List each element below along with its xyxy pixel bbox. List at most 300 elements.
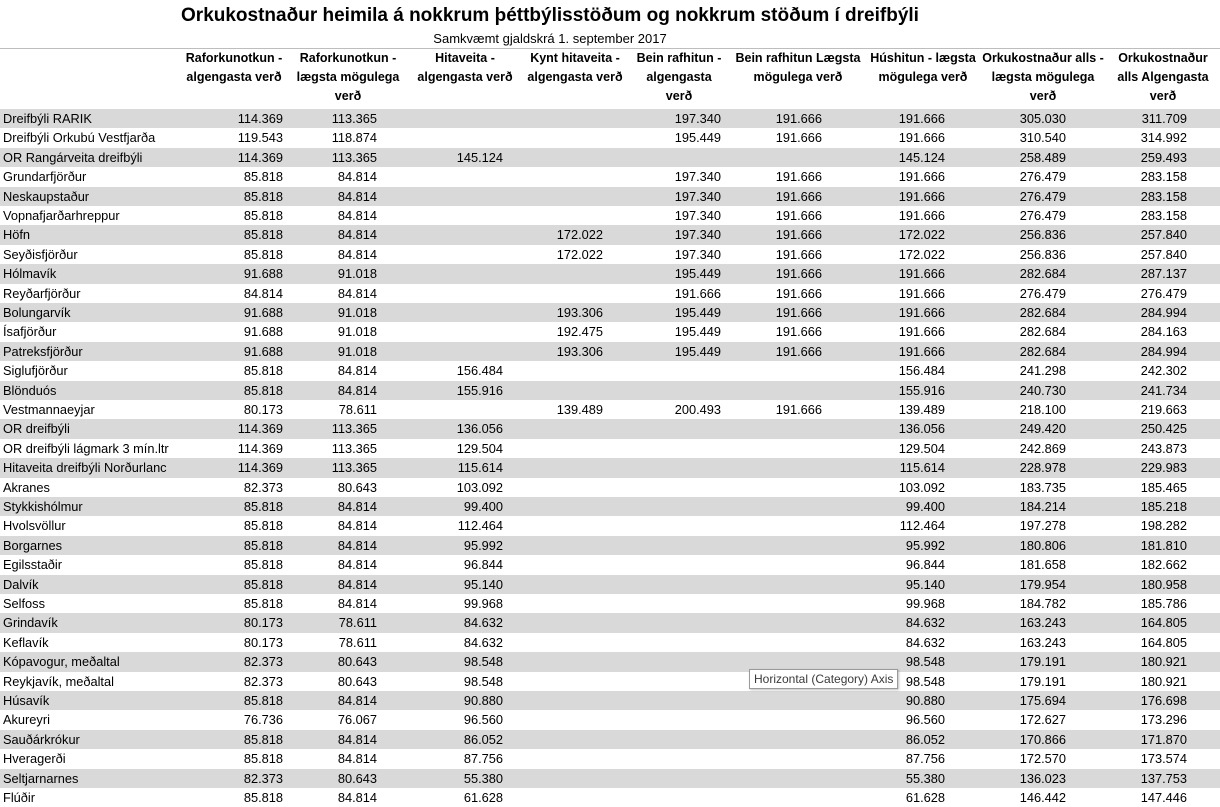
- table-cell: 176.698: [1140, 693, 1187, 708]
- table-cell: 311.709: [1141, 111, 1187, 126]
- table-cell: [403, 245, 503, 264]
- table-cell: 156.484: [456, 363, 503, 379]
- row-label: Grundarfjörður: [3, 169, 87, 185]
- table-row: [0, 109, 1220, 128]
- table-cell: 85.818: [243, 596, 283, 611]
- table-cell: 139.489: [556, 402, 603, 417]
- table-row: [0, 439, 1220, 458]
- column-header: Raforkunotkun - algengasta verð: [185, 51, 283, 84]
- table-cell: [621, 613, 721, 632]
- table-cell: 243.873: [1140, 440, 1187, 456]
- table-cell: [621, 749, 721, 768]
- table-cell: 84.814: [337, 285, 377, 301]
- row-label: OR Rangárveita dreifbýli: [3, 149, 143, 165]
- table-cell: [503, 555, 603, 574]
- table-cell: 198.282: [1140, 518, 1187, 534]
- table-cell: [503, 419, 603, 438]
- table-cell: 179.954: [1019, 576, 1066, 592]
- row-label: Flúðir: [3, 790, 35, 805]
- table-cell: 55.380: [463, 770, 503, 786]
- table-cell: 113.365: [331, 111, 377, 126]
- table-cell: [403, 109, 503, 128]
- table-row: [0, 128, 1220, 147]
- table-row: [0, 555, 1220, 574]
- table-cell: 85.818: [243, 557, 283, 573]
- table-cell: 85.818: [243, 208, 283, 223]
- table-cell: [503, 264, 603, 283]
- column-header: Orkukostnaður alls Algengasta verð: [1117, 51, 1209, 103]
- column-header: Orkukostnaður alls - lægsta mögulega verð: [982, 51, 1104, 103]
- row-label: Borgarnes: [3, 537, 63, 553]
- table-cell: 276.479: [1019, 285, 1066, 301]
- table-row: [0, 633, 1220, 652]
- table-cell: [503, 536, 603, 555]
- table-cell: 191.666: [775, 324, 822, 340]
- table-cell: 173.574: [1140, 751, 1187, 767]
- table-cell: 282.684: [1019, 305, 1066, 320]
- table-cell: [503, 381, 603, 400]
- table-cell: [621, 769, 721, 788]
- table-cell: 98.548: [905, 673, 945, 689]
- table-cell: 155.916: [456, 382, 503, 398]
- table-cell: 283.158: [1140, 208, 1187, 223]
- table-cell: 229.983: [1140, 460, 1187, 476]
- table-cell: 114.369: [237, 440, 283, 456]
- table-cell: 180.806: [1019, 537, 1066, 553]
- table-cell: 90.880: [463, 693, 503, 708]
- row-label: OR dreifbýli lágmark 3 mín.ltr: [3, 440, 169, 456]
- table-cell: [621, 672, 721, 691]
- table-cell: 85.818: [243, 169, 283, 185]
- table-cell: 172.022: [556, 246, 603, 262]
- table-cell: 85.818: [243, 790, 283, 805]
- table-cell: 80.643: [337, 770, 377, 786]
- table-cell: 84.814: [337, 518, 377, 534]
- table-cell: 84.814: [337, 227, 377, 243]
- table-cell: [403, 264, 503, 283]
- table-cell: [621, 497, 721, 516]
- table-cell: 84.814: [337, 576, 377, 592]
- table-cell: 184.214: [1019, 499, 1066, 514]
- table-cell: 180.921: [1140, 673, 1187, 689]
- table-cell: 200.493: [674, 402, 721, 417]
- table-cell: 249.420: [1019, 421, 1066, 437]
- table-cell: 136.056: [456, 421, 503, 437]
- table-cell: 180.921: [1140, 654, 1187, 670]
- table-cell: 172.022: [556, 227, 603, 243]
- row-label: Höfn: [3, 227, 31, 243]
- table-cell: [403, 128, 503, 147]
- table-cell: 191.666: [775, 343, 822, 359]
- table-cell: 191.666: [898, 285, 945, 301]
- table-cell: [722, 769, 822, 788]
- table-cell: [503, 769, 603, 788]
- table-cell: 180.958: [1140, 576, 1187, 592]
- table-cell: [503, 148, 603, 167]
- table-cell: 87.756: [905, 751, 945, 767]
- table-cell: 96.844: [463, 557, 503, 573]
- table-row: [0, 769, 1220, 788]
- table-cell: 147.446: [1140, 790, 1187, 805]
- table-row: [0, 652, 1220, 671]
- table-cell: 61.628: [463, 790, 503, 805]
- table-row: [0, 206, 1220, 225]
- table-cell: 197.340: [674, 188, 721, 204]
- row-label: Blönduós: [3, 382, 57, 398]
- table-cell: 179.191: [1019, 673, 1066, 689]
- table-row: [0, 478, 1220, 497]
- table-cell: 95.992: [905, 537, 945, 553]
- table-cell: [403, 322, 503, 341]
- row-label: Seyðisfjörður: [3, 246, 78, 262]
- table-cell: 305.030: [1019, 111, 1066, 126]
- table-cell: 172.022: [898, 227, 945, 243]
- table-cell: 185.218: [1140, 499, 1187, 514]
- table-cell: [503, 730, 603, 749]
- table-row: [0, 458, 1220, 477]
- table-cell: 113.365: [331, 440, 377, 456]
- table-cell: [503, 710, 603, 729]
- row-label: Neskaupstaður: [3, 188, 90, 204]
- table-cell: [722, 788, 822, 807]
- table-row: [0, 730, 1220, 749]
- table-cell: [503, 128, 603, 147]
- table-cell: 84.632: [905, 634, 945, 650]
- table-cell: [403, 342, 503, 361]
- table-cell: 191.666: [898, 324, 945, 340]
- table-cell: [722, 749, 822, 768]
- table-cell: 85.818: [243, 731, 283, 747]
- table-row: [0, 167, 1220, 186]
- table-cell: 99.968: [463, 596, 503, 611]
- table-cell: 191.666: [898, 208, 945, 223]
- row-label: Keflavík: [3, 634, 49, 650]
- table-cell: 181.658: [1019, 557, 1066, 573]
- table-cell: 195.449: [674, 305, 721, 320]
- table-cell: 84.814: [337, 751, 377, 767]
- table-cell: 84.632: [463, 615, 503, 631]
- chart-subtitle: Samkvæmt gjaldskrá 1. september 2017: [433, 31, 667, 46]
- table-cell: 181.810: [1140, 537, 1187, 553]
- table-cell: [503, 167, 603, 186]
- table-cell: 219.663: [1140, 402, 1187, 417]
- table-cell: [621, 691, 721, 710]
- table-cell: [503, 691, 603, 710]
- table-cell: 241.298: [1019, 363, 1066, 379]
- table-cell: 191.666: [898, 266, 945, 282]
- table-cell: 85.818: [243, 576, 283, 592]
- table-cell: 183.735: [1019, 479, 1066, 495]
- table-row: [0, 342, 1220, 361]
- table-cell: [722, 730, 822, 749]
- table-cell: 276.479: [1140, 285, 1187, 301]
- table-cell: 182.662: [1140, 557, 1187, 573]
- table-cell: 310.540: [1019, 130, 1066, 146]
- column-header: Bein rafhitun Lægsta mögulega verð: [735, 51, 861, 84]
- table-row: [0, 516, 1220, 535]
- column-header: Kynt hitaveita - algengasta verð: [527, 51, 623, 84]
- table-cell: 146.442: [1019, 790, 1066, 805]
- column-header: Hitaveita - algengasta verð: [417, 51, 513, 84]
- table-cell: [503, 652, 603, 671]
- table-cell: 85.818: [243, 693, 283, 708]
- row-label: Dreifbýli Orkubú Vestfjarða: [3, 130, 156, 146]
- table-cell: 282.684: [1019, 343, 1066, 359]
- chart-title: Orkukostnaður heimila á nokkrum þéttbýlisstöðum og nokkrum stöðum í dreifbýli: [181, 5, 919, 26]
- table-cell: 112.464: [899, 518, 945, 534]
- table-cell: 155.916: [898, 382, 945, 398]
- column-header: Bein rafhitun - algengasta verð: [636, 51, 722, 103]
- table-cell: 85.818: [243, 499, 283, 514]
- row-label: Sauðárkrókur: [3, 731, 80, 747]
- table-cell: 84.632: [905, 615, 945, 631]
- table-row: [0, 613, 1220, 632]
- table-row: [0, 594, 1220, 613]
- table-cell: 96.560: [463, 712, 503, 728]
- row-label: Reyðarfjörður: [3, 285, 81, 301]
- table-cell: 139.489: [898, 402, 945, 417]
- table-cell: 195.449: [674, 343, 721, 359]
- table-cell: 84.814: [337, 790, 377, 805]
- table-cell: [503, 633, 603, 652]
- table-cell: [503, 516, 603, 535]
- table-cell: 164.805: [1140, 634, 1187, 650]
- table-cell: 91.018: [337, 343, 377, 359]
- table-cell: [503, 478, 603, 497]
- table-cell: 78.611: [338, 634, 377, 650]
- table-cell: 80.173: [243, 402, 283, 417]
- table-cell: 113.365: [331, 421, 377, 437]
- table-cell: 91.688: [243, 305, 283, 320]
- row-label: Hvolsvöllur: [3, 518, 66, 534]
- table-cell: [503, 284, 603, 303]
- table-cell: 84.814: [337, 382, 377, 398]
- table-row: [0, 148, 1220, 167]
- table-cell: 86.052: [905, 731, 945, 747]
- row-label: Stykkishólmur: [3, 499, 83, 514]
- row-label: Ísafjörður: [3, 324, 57, 340]
- table-row: [0, 322, 1220, 341]
- table-cell: 191.666: [775, 227, 822, 243]
- table-cell: [722, 691, 822, 710]
- row-label: Hitaveita dreifbýli Norðurlanc: [3, 460, 167, 476]
- table-cell: 80.173: [243, 615, 283, 631]
- table-row: [0, 245, 1220, 264]
- table-cell: [621, 633, 721, 652]
- table-cell: 192.475: [556, 324, 603, 340]
- table-cell: 85.818: [243, 227, 283, 243]
- table-cell: 175.694: [1019, 693, 1066, 708]
- table-cell: [722, 516, 822, 535]
- table-cell: 76.736: [243, 712, 283, 728]
- table-cell: [722, 497, 822, 516]
- table-cell: [621, 516, 721, 535]
- table-cell: 112.464: [457, 518, 503, 534]
- table-cell: 61.628: [905, 790, 945, 805]
- table-cell: [722, 478, 822, 497]
- table-row: [0, 225, 1220, 244]
- table-cell: [403, 167, 503, 186]
- table-cell: 99.400: [905, 499, 945, 514]
- table-cell: 84.814: [337, 731, 377, 747]
- table-cell: [722, 594, 822, 613]
- row-label: Grindavík: [3, 615, 58, 631]
- row-label: Patreksfjörður: [3, 343, 83, 359]
- table-cell: [403, 187, 503, 206]
- table-cell: 95.992: [463, 537, 503, 553]
- table-cell: 242.302: [1140, 363, 1187, 379]
- table-cell: 119.543: [237, 130, 283, 146]
- table-cell: 84.814: [337, 557, 377, 573]
- row-label: Húsavík: [3, 693, 50, 708]
- row-label: Siglufjörður: [3, 363, 68, 379]
- table-cell: 91.018: [337, 266, 377, 282]
- table-cell: [621, 575, 721, 594]
- table-row: [0, 575, 1220, 594]
- table-cell: 276.479: [1019, 188, 1066, 204]
- table-row: [0, 710, 1220, 729]
- table-cell: 314.992: [1140, 130, 1187, 146]
- table-cell: [621, 148, 721, 167]
- table-cell: [722, 361, 822, 380]
- table-cell: [503, 439, 603, 458]
- table-cell: 282.684: [1019, 324, 1066, 340]
- table-cell: 197.340: [674, 208, 721, 223]
- table-cell: [621, 536, 721, 555]
- table-cell: 197.340: [674, 111, 721, 126]
- table-cell: 114.369: [237, 149, 283, 165]
- table-row: [0, 788, 1220, 807]
- table-cell: [503, 575, 603, 594]
- table-cell: [621, 788, 721, 807]
- row-label: Akranes: [3, 479, 50, 495]
- table-cell: 118.874: [331, 130, 377, 146]
- table-cell: 86.052: [463, 731, 503, 747]
- table-cell: [621, 555, 721, 574]
- table-cell: 191.666: [898, 111, 945, 126]
- table-cell: 163.243: [1019, 615, 1066, 631]
- table-row: [0, 400, 1220, 419]
- table-row: [0, 536, 1220, 555]
- table-cell: 78.611: [338, 402, 377, 417]
- table-cell: 91.688: [243, 324, 283, 340]
- table-cell: [621, 652, 721, 671]
- table-cell: 91.688: [243, 343, 283, 359]
- table-cell: 195.449: [674, 324, 721, 340]
- table-cell: 84.814: [337, 693, 377, 708]
- table-cell: 179.191: [1019, 654, 1066, 670]
- row-label: Hólmavík: [3, 266, 57, 282]
- table-cell: 82.373: [243, 770, 283, 786]
- table-cell: 284.994: [1140, 305, 1187, 320]
- row-label: Bolungarvík: [3, 305, 71, 320]
- table-cell: 172.570: [1019, 751, 1066, 767]
- table-cell: 136.056: [898, 421, 945, 437]
- table-cell: 84.814: [337, 246, 377, 262]
- table-cell: [621, 730, 721, 749]
- table-row: [0, 497, 1220, 516]
- table-cell: 85.818: [243, 246, 283, 262]
- row-label: Hveragerði: [3, 751, 66, 767]
- table-cell: 276.479: [1019, 169, 1066, 185]
- column-header: Húshitun - lægsta mögulega verð: [870, 51, 976, 84]
- table-cell: 98.548: [463, 673, 503, 689]
- table-cell: 80.643: [337, 673, 377, 689]
- table-cell: [621, 381, 721, 400]
- table-cell: [722, 575, 822, 594]
- table-cell: 171.870: [1140, 731, 1187, 747]
- table-row: [0, 187, 1220, 206]
- table-cell: 197.278: [1019, 518, 1066, 534]
- table-cell: 287.137: [1140, 266, 1187, 282]
- table-cell: 191.666: [898, 169, 945, 185]
- table-cell: 195.449: [674, 130, 721, 146]
- table-cell: 257.840: [1140, 227, 1187, 243]
- row-label: Reykjavík, meðaltal: [3, 673, 114, 689]
- table-row: [0, 361, 1220, 380]
- table-cell: 240.730: [1019, 382, 1066, 398]
- table-cell: 55.380: [905, 770, 945, 786]
- table-cell: 91.018: [337, 305, 377, 320]
- table-cell: [722, 458, 822, 477]
- table-cell: [722, 439, 822, 458]
- table-cell: 84.814: [337, 363, 377, 379]
- table-cell: [403, 284, 503, 303]
- column-header: Raforkunotkun - lægsta mögulega verð: [296, 51, 400, 103]
- table-cell: 191.666: [898, 130, 945, 146]
- table-cell: [722, 381, 822, 400]
- table-cell: 85.818: [243, 363, 283, 379]
- table-cell: [403, 400, 503, 419]
- table-cell: 191.666: [775, 130, 822, 146]
- table-cell: 90.880: [905, 693, 945, 708]
- table-cell: 197.340: [674, 169, 721, 185]
- table-cell: 80.643: [337, 479, 377, 495]
- table-cell: 91.018: [337, 324, 377, 340]
- table-cell: [621, 439, 721, 458]
- table-cell: 84.814: [337, 499, 377, 514]
- table-cell: 191.666: [674, 285, 721, 301]
- table-cell: 114.369: [237, 421, 283, 437]
- table-cell: [403, 303, 503, 322]
- table-cell: 193.306: [556, 305, 603, 320]
- table-cell: 250.425: [1140, 421, 1187, 437]
- table-cell: 185.465: [1140, 479, 1187, 495]
- table-row: [0, 284, 1220, 303]
- table-cell: 185.786: [1140, 596, 1187, 611]
- table-cell: [503, 749, 603, 768]
- row-label: Vestmannaeyjar: [3, 402, 95, 417]
- table-cell: 129.504: [456, 440, 503, 456]
- table-cell: [503, 613, 603, 632]
- table-cell: 113.365: [331, 149, 377, 165]
- table-cell: 91.688: [243, 266, 283, 282]
- table-cell: 82.373: [243, 479, 283, 495]
- table-cell: [503, 361, 603, 380]
- row-label: Seltjarnarnes: [3, 770, 79, 786]
- table-cell: [722, 633, 822, 652]
- table-cell: 96.844: [905, 557, 945, 573]
- table-cell: 129.504: [898, 440, 945, 456]
- table-cell: 84.814: [243, 285, 283, 301]
- table-cell: 191.666: [775, 169, 822, 185]
- table-cell: 284.994: [1140, 343, 1187, 359]
- table-cell: 95.140: [905, 576, 945, 592]
- table-cell: 241.734: [1140, 382, 1187, 398]
- table-cell: 191.666: [775, 208, 822, 223]
- table-cell: [503, 458, 603, 477]
- table-cell: [722, 419, 822, 438]
